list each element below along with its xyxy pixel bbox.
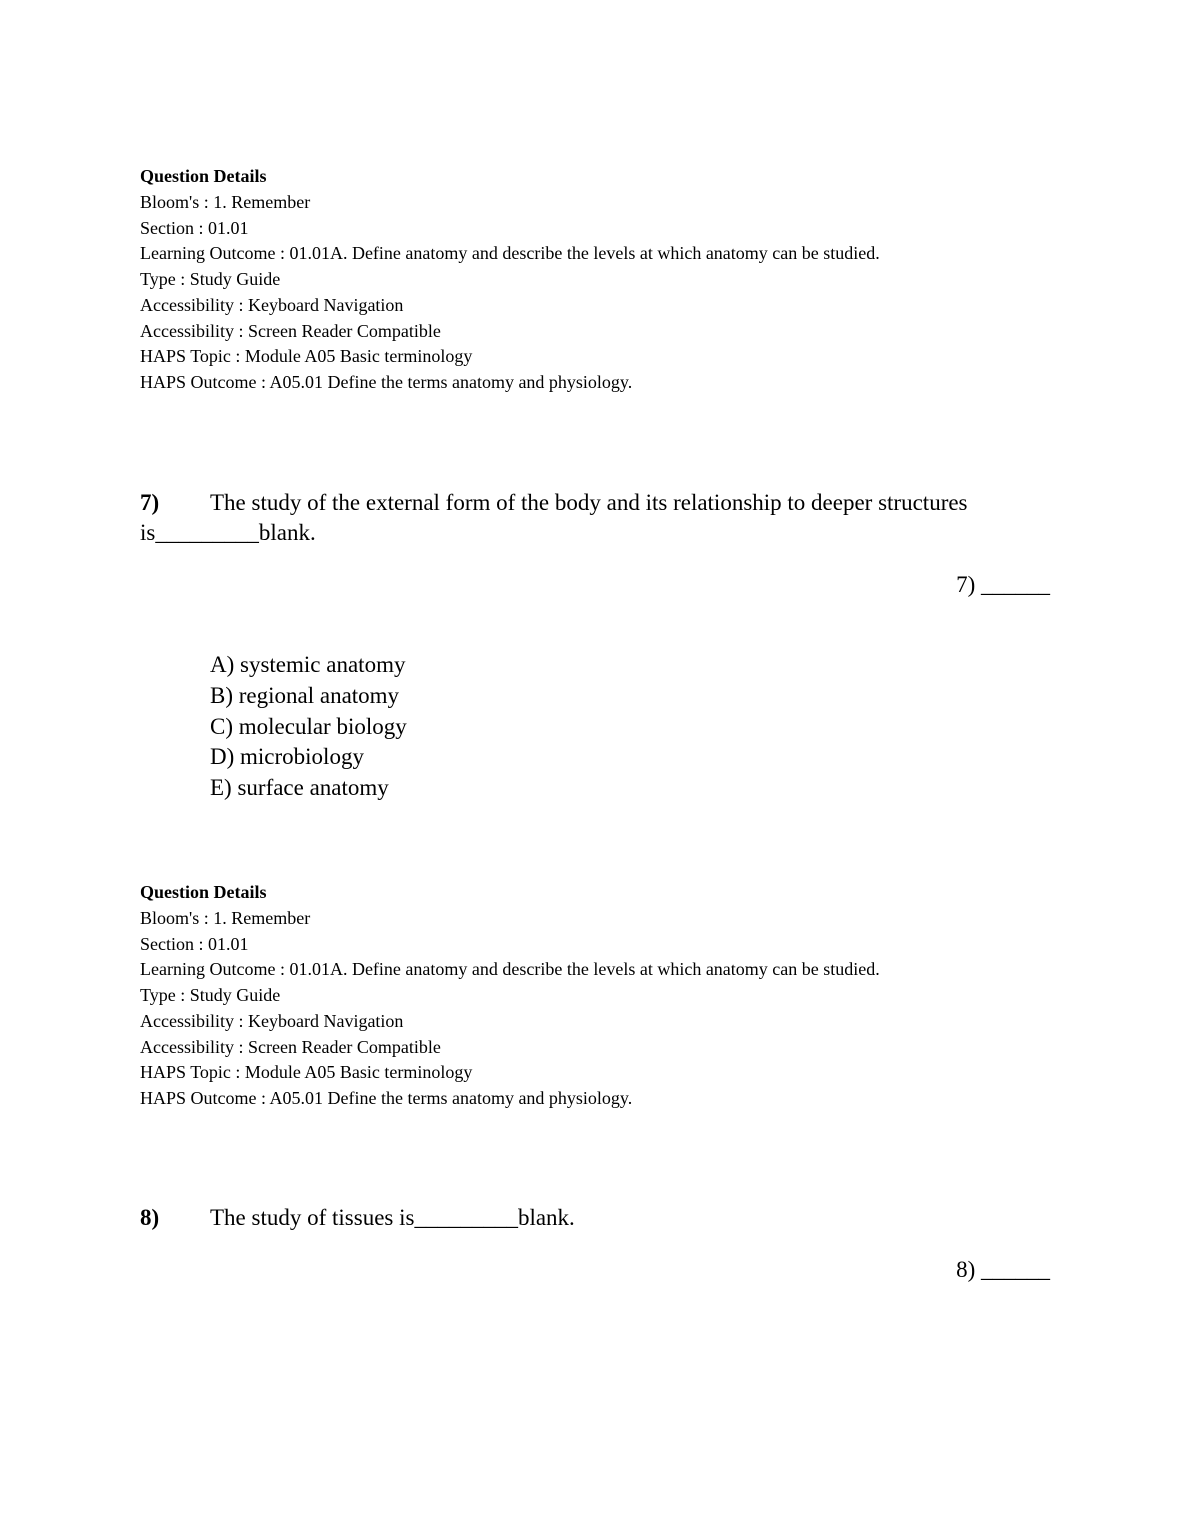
details-learning-outcome: Learning Outcome : 01.01A. Define anatomy and describe the levels at which anatomy can be studied.: [140, 243, 880, 264]
details-accessibility-keyboard: Accessibility : Keyboard Navigation: [140, 294, 404, 315]
choice-d: D) microbiology: [210, 744, 364, 770]
details-blooms: Bloom's : 1. Remember: [140, 907, 311, 928]
details-type: Type : Study Guide: [140, 985, 281, 1005]
question-number: 8): [140, 1205, 160, 1230]
details-blooms: Bloom's : 1. Remember: [140, 191, 311, 212]
question-details-block: [140, 880, 1040, 1112]
details-heading: Question Details: [140, 882, 267, 902]
details-section: Section : 01.01: [140, 217, 249, 238]
details-haps-outcome: HAPS Outcome : A05.01 Define the terms anatomy and physiology.: [140, 372, 633, 392]
question-8: [140, 1203, 1000, 1233]
choice-b: B) regional anatomy: [210, 682, 400, 708]
answer-blank: 8) ______: [956, 1257, 1050, 1282]
details-type: Type : Study Guide: [140, 269, 281, 289]
question-number: 7): [140, 490, 160, 515]
answer-blank: 7) ______: [956, 572, 1050, 597]
question-7-line-1: [140, 488, 1000, 518]
choice-e: E) surface anatomy: [210, 775, 389, 800]
details-accessibility-screen-reader: Accessibility : Screen Reader Compatible: [140, 320, 441, 341]
details-heading: Question Details: [140, 166, 267, 186]
details-accessibility-screen-reader: Accessibility : Screen Reader Compatible: [140, 1036, 441, 1057]
question-details-block: [140, 164, 1040, 396]
details-haps-topic: HAPS Topic : Module A05 Basic terminology: [140, 346, 473, 367]
choice-c: C) molecular biology: [210, 713, 407, 739]
question-8-line-1: [140, 1203, 1000, 1233]
choice-a: A) systemic anatomy: [210, 652, 406, 677]
details-accessibility-keyboard: Accessibility : Keyboard Navigation: [140, 1010, 404, 1031]
details-haps-topic: HAPS Topic : Module A05 Basic terminology: [140, 1062, 473, 1083]
details-haps-outcome: HAPS Outcome : A05.01 Define the terms anatomy and physiology.: [140, 1088, 633, 1108]
details-learning-outcome: Learning Outcome : 01.01A. Define anatomy and describe the levels at which anatomy can be studied.: [140, 959, 880, 980]
question-7: [140, 488, 1000, 548]
question-text: The study of tissues is_________blank.: [210, 1205, 575, 1230]
details-section: Section : 01.01: [140, 933, 249, 954]
question-text: The study of the external form of the body and its relationship to deeper structures: [210, 490, 968, 515]
answer-choices: [210, 650, 407, 804]
question-7-line-2: is_________blank.: [140, 520, 316, 545]
